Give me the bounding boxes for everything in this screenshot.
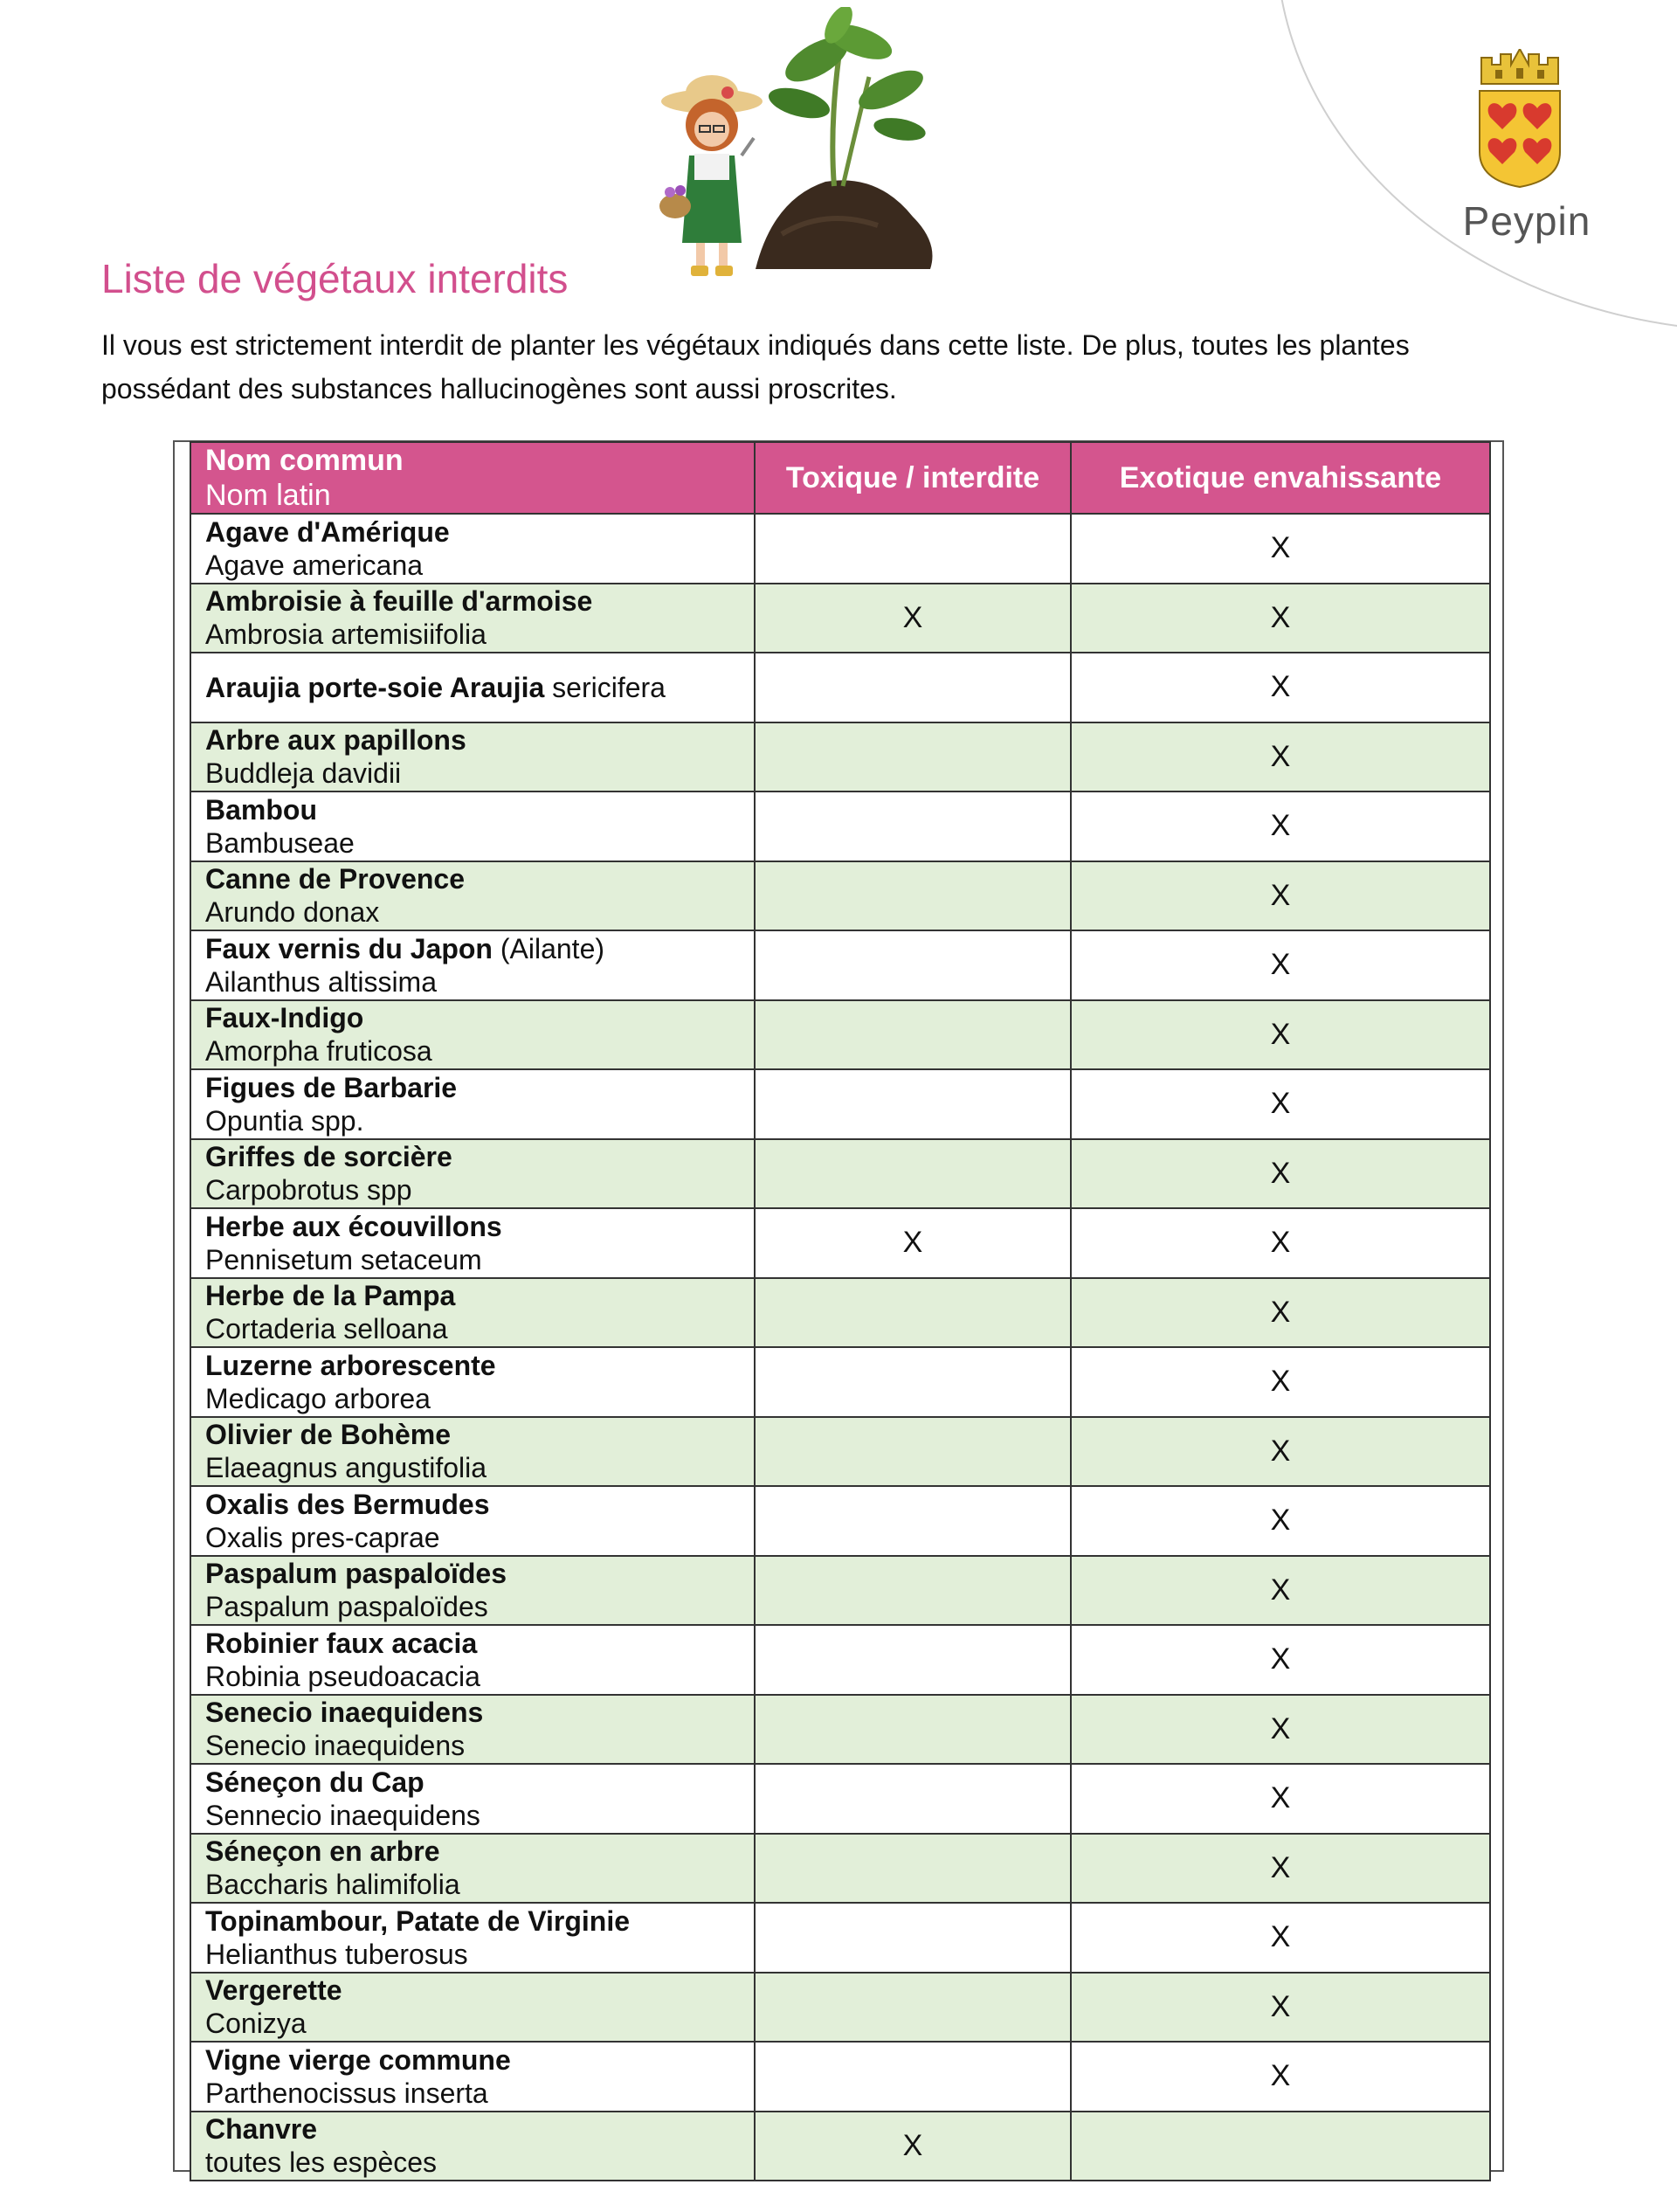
- toxic-mark: X: [755, 584, 1071, 653]
- exotic-mark: X: [1071, 1834, 1490, 1904]
- table-row: [190, 791, 1490, 861]
- latin-name: Senecio inaequidens: [205, 1730, 466, 1762]
- plant-name-cell: [190, 514, 755, 584]
- common-name: Herbe de la Pampa: [205, 1280, 456, 1312]
- common-name: Bambou: [205, 793, 317, 826]
- latin-name: Carpobrotus spp: [205, 1174, 412, 1206]
- toxic-mark: [755, 1695, 1071, 1765]
- latin-name: Elaeagnus angustifolia: [205, 1452, 487, 1484]
- common-name: Luzerne arborescente: [205, 1349, 496, 1381]
- table-row: [190, 1764, 1490, 1834]
- plant-name-cell: [190, 1695, 755, 1765]
- toxic-mark: X: [755, 2112, 1071, 2181]
- plant-name-cell: [190, 791, 755, 861]
- common-name: Arbre aux papillons: [205, 724, 466, 757]
- plant-name-cell: [190, 1417, 755, 1487]
- latin-name: Arundo donax: [205, 896, 380, 929]
- toxic-mark: [755, 1625, 1071, 1695]
- table-row: [190, 1278, 1490, 1348]
- common-name: Topinambour, Patate de Virginie: [205, 1904, 631, 1937]
- toxic-mark: [755, 1069, 1071, 1139]
- exotic-mark: X: [1071, 1139, 1490, 1209]
- exotic-mark: X: [1071, 930, 1490, 1000]
- toxic-mark: [755, 1486, 1071, 1556]
- plant-name-cell: [190, 2112, 755, 2181]
- latin-name: Oxalis pres-caprae: [205, 1521, 440, 1553]
- plant-name-cell: [190, 2042, 755, 2112]
- exotic-mark: X: [1071, 1417, 1490, 1487]
- exotic-mark: X: [1071, 1278, 1490, 1348]
- plant-name-cell: [190, 1278, 755, 1348]
- latin-name: Robinia pseudoacacia: [205, 1660, 480, 1692]
- exotic-mark: X: [1071, 514, 1490, 584]
- table-row: [190, 514, 1490, 584]
- table-row: [190, 1139, 1490, 1209]
- plants-table: [190, 441, 1491, 2181]
- common-name: Vergerette: [205, 1974, 342, 2007]
- latin-name-inline: sericifera: [544, 671, 666, 703]
- plant-name-cell: [190, 930, 755, 1000]
- table-row: [190, 861, 1490, 931]
- plant-name-cell: [190, 1486, 755, 1556]
- exotic-mark: X: [1071, 1764, 1490, 1834]
- table-row: [190, 1000, 1490, 1070]
- exotic-mark: X: [1071, 653, 1490, 722]
- toxic-mark: [755, 861, 1071, 931]
- common-name: Griffes de sorcière: [205, 1141, 452, 1173]
- plant-name-cell: [190, 1973, 755, 2043]
- toxic-mark: [755, 1764, 1071, 1834]
- plant-name-cell: [190, 1208, 755, 1278]
- table-row: [190, 2112, 1490, 2181]
- common-name: Olivier de Bohème: [205, 1419, 451, 1451]
- latin-name: Ambrosia artemisiifolia: [205, 619, 487, 651]
- plant-name-cell: [190, 1069, 755, 1139]
- table-row: [190, 653, 1490, 722]
- toxic-mark: [755, 1000, 1071, 1070]
- plant-name-cell: [190, 1625, 755, 1695]
- exotic-mark: X: [1071, 2042, 1490, 2112]
- exotic-mark: X: [1071, 1973, 1490, 2043]
- table-row: [190, 1486, 1490, 1556]
- exotic-mark: X: [1071, 1695, 1490, 1765]
- plant-name-cell: [190, 1764, 755, 1834]
- plant-name-cell: [190, 1903, 755, 1973]
- toxic-mark: [755, 1834, 1071, 1904]
- common-name: Paspalum paspaloïdes: [205, 1558, 507, 1590]
- common-name: Herbe aux écouvillons: [205, 1210, 502, 1242]
- toxic-mark: [755, 1903, 1071, 1973]
- common-name: Ambroisie à feuille d'armoise: [205, 585, 593, 618]
- table-row: [190, 1625, 1490, 1695]
- logo-text: Peypin: [1462, 198, 1591, 244]
- latin-name: Conizya: [205, 2008, 307, 2040]
- latin-name: Agave americana: [205, 549, 424, 581]
- plant-name-cell: [190, 1834, 755, 1904]
- table-row: [190, 1417, 1490, 1487]
- coat-of-arms-icon: [1476, 49, 1563, 189]
- exotic-mark: X: [1071, 1556, 1490, 1626]
- toxic-mark: [755, 2042, 1071, 2112]
- header-toxic: Toxique / interdite: [755, 442, 1071, 514]
- intro-paragraph: Il vous est strictement interdit de planter les végétaux indiqués dans cette liste. De plus, toutes les plantes possédant des substances hallucinogènes sont aussi proscrites.: [101, 329, 1410, 404]
- latin-name: Ailanthus altissima: [205, 965, 437, 998]
- peypin-logo: [1450, 49, 1591, 244]
- toxic-mark: [755, 930, 1071, 1000]
- common-name: Canne de Provence: [205, 863, 465, 895]
- toxic-mark: [755, 1278, 1071, 1348]
- table-row: [190, 930, 1490, 1000]
- exotic-mark: X: [1071, 722, 1490, 792]
- table-row: [190, 1834, 1490, 1904]
- exotic-mark: X: [1071, 1069, 1490, 1139]
- exotic-mark: X: [1071, 1000, 1490, 1070]
- table-row: [190, 1903, 1490, 1973]
- toxic-mark: [755, 1417, 1071, 1487]
- latin-name: Cortaderia selloana: [205, 1313, 448, 1345]
- table-row: [190, 1069, 1490, 1139]
- common-name: Séneçon en arbre: [205, 1835, 440, 1868]
- exotic-mark: X: [1071, 584, 1490, 653]
- table-row: [190, 584, 1490, 653]
- common-name: Araujia porte-soie Araujia: [205, 671, 545, 703]
- gardener-illustration-icon: [651, 7, 948, 291]
- header-latin-name: Nom latin: [205, 479, 331, 512]
- plant-name-cell: [190, 861, 755, 931]
- common-name: Oxalis des Bermudes: [205, 1488, 490, 1520]
- table-row: [190, 1973, 1490, 2043]
- exotic-mark: X: [1071, 861, 1490, 931]
- latin-name: Buddleja davidii: [205, 757, 402, 790]
- exotic-mark: X: [1071, 1486, 1490, 1556]
- plant-name-cell: [190, 1000, 755, 1070]
- latin-name-inline: (Ailante): [492, 932, 605, 964]
- latin-name: Sennecio inaequidens: [205, 1799, 480, 1831]
- common-name: Séneçon du Cap: [205, 1766, 424, 1798]
- common-name: Agave d'Amérique: [205, 515, 450, 548]
- plant-name-cell: [190, 722, 755, 792]
- common-name: Chanvre: [205, 2113, 318, 2146]
- common-name: Vigne vierge commune: [205, 2043, 511, 2076]
- table-row: [190, 1556, 1490, 1626]
- toxic-mark: [755, 1347, 1071, 1417]
- toxic-mark: [755, 722, 1071, 792]
- exotic-mark: X: [1071, 1903, 1490, 1973]
- toxic-mark: [755, 653, 1071, 722]
- latin-name: Helianthus tuberosus: [205, 1938, 468, 1970]
- exotic-mark: X: [1071, 791, 1490, 861]
- exotic-mark: X: [1071, 1625, 1490, 1695]
- latin-name: Amorpha fruticosa: [205, 1035, 432, 1068]
- common-name: Robinier faux acacia: [205, 1627, 478, 1659]
- toxic-mark: X: [755, 1208, 1071, 1278]
- common-name: Faux-Indigo: [205, 1002, 364, 1034]
- common-name: Senecio inaequidens: [205, 1697, 484, 1729]
- table-row: [190, 722, 1490, 792]
- table-row: [190, 1347, 1490, 1417]
- exotic-mark: X: [1071, 1208, 1490, 1278]
- toxic-mark: [755, 791, 1071, 861]
- header-name-cell: [190, 442, 755, 514]
- plant-name-cell: [190, 653, 755, 722]
- latin-name: Parthenocissus inserta: [205, 2077, 488, 2109]
- exotic-mark: X: [1071, 1347, 1490, 1417]
- toxic-mark: [755, 514, 1071, 584]
- common-name: Faux vernis du Japon: [205, 932, 493, 964]
- latin-name: Bambuseae: [205, 826, 355, 859]
- table-row: [190, 1695, 1490, 1765]
- table-row: [190, 1208, 1490, 1278]
- table-row: [190, 2042, 1490, 2112]
- plant-name-cell: [190, 584, 755, 653]
- latin-name: Pennisetum setaceum: [205, 1243, 482, 1275]
- table-header-row: [190, 442, 1490, 514]
- latin-name: Medicago arborea: [205, 1382, 431, 1414]
- toxic-mark: [755, 1973, 1071, 2043]
- latin-name: Paspalum paspaloïdes: [205, 1591, 488, 1623]
- page-title: Liste de végétaux interdits: [101, 256, 569, 301]
- toxic-mark: [755, 1139, 1071, 1209]
- latin-name: Opuntia spp.: [205, 1104, 364, 1137]
- plant-name-cell: [190, 1556, 755, 1626]
- exotic-mark: [1071, 2112, 1490, 2181]
- header-common-name: Nom commun: [205, 444, 404, 477]
- plant-name-cell: [190, 1139, 755, 1209]
- latin-name: Baccharis halimifolia: [205, 1869, 460, 1901]
- common-name: Figues de Barbarie: [205, 1071, 458, 1103]
- header-exotic: Exotique envahissante: [1071, 442, 1490, 514]
- toxic-mark: [755, 1556, 1071, 1626]
- plant-name-cell: [190, 1347, 755, 1417]
- latin-name: toutes les espèces: [205, 2146, 438, 2179]
